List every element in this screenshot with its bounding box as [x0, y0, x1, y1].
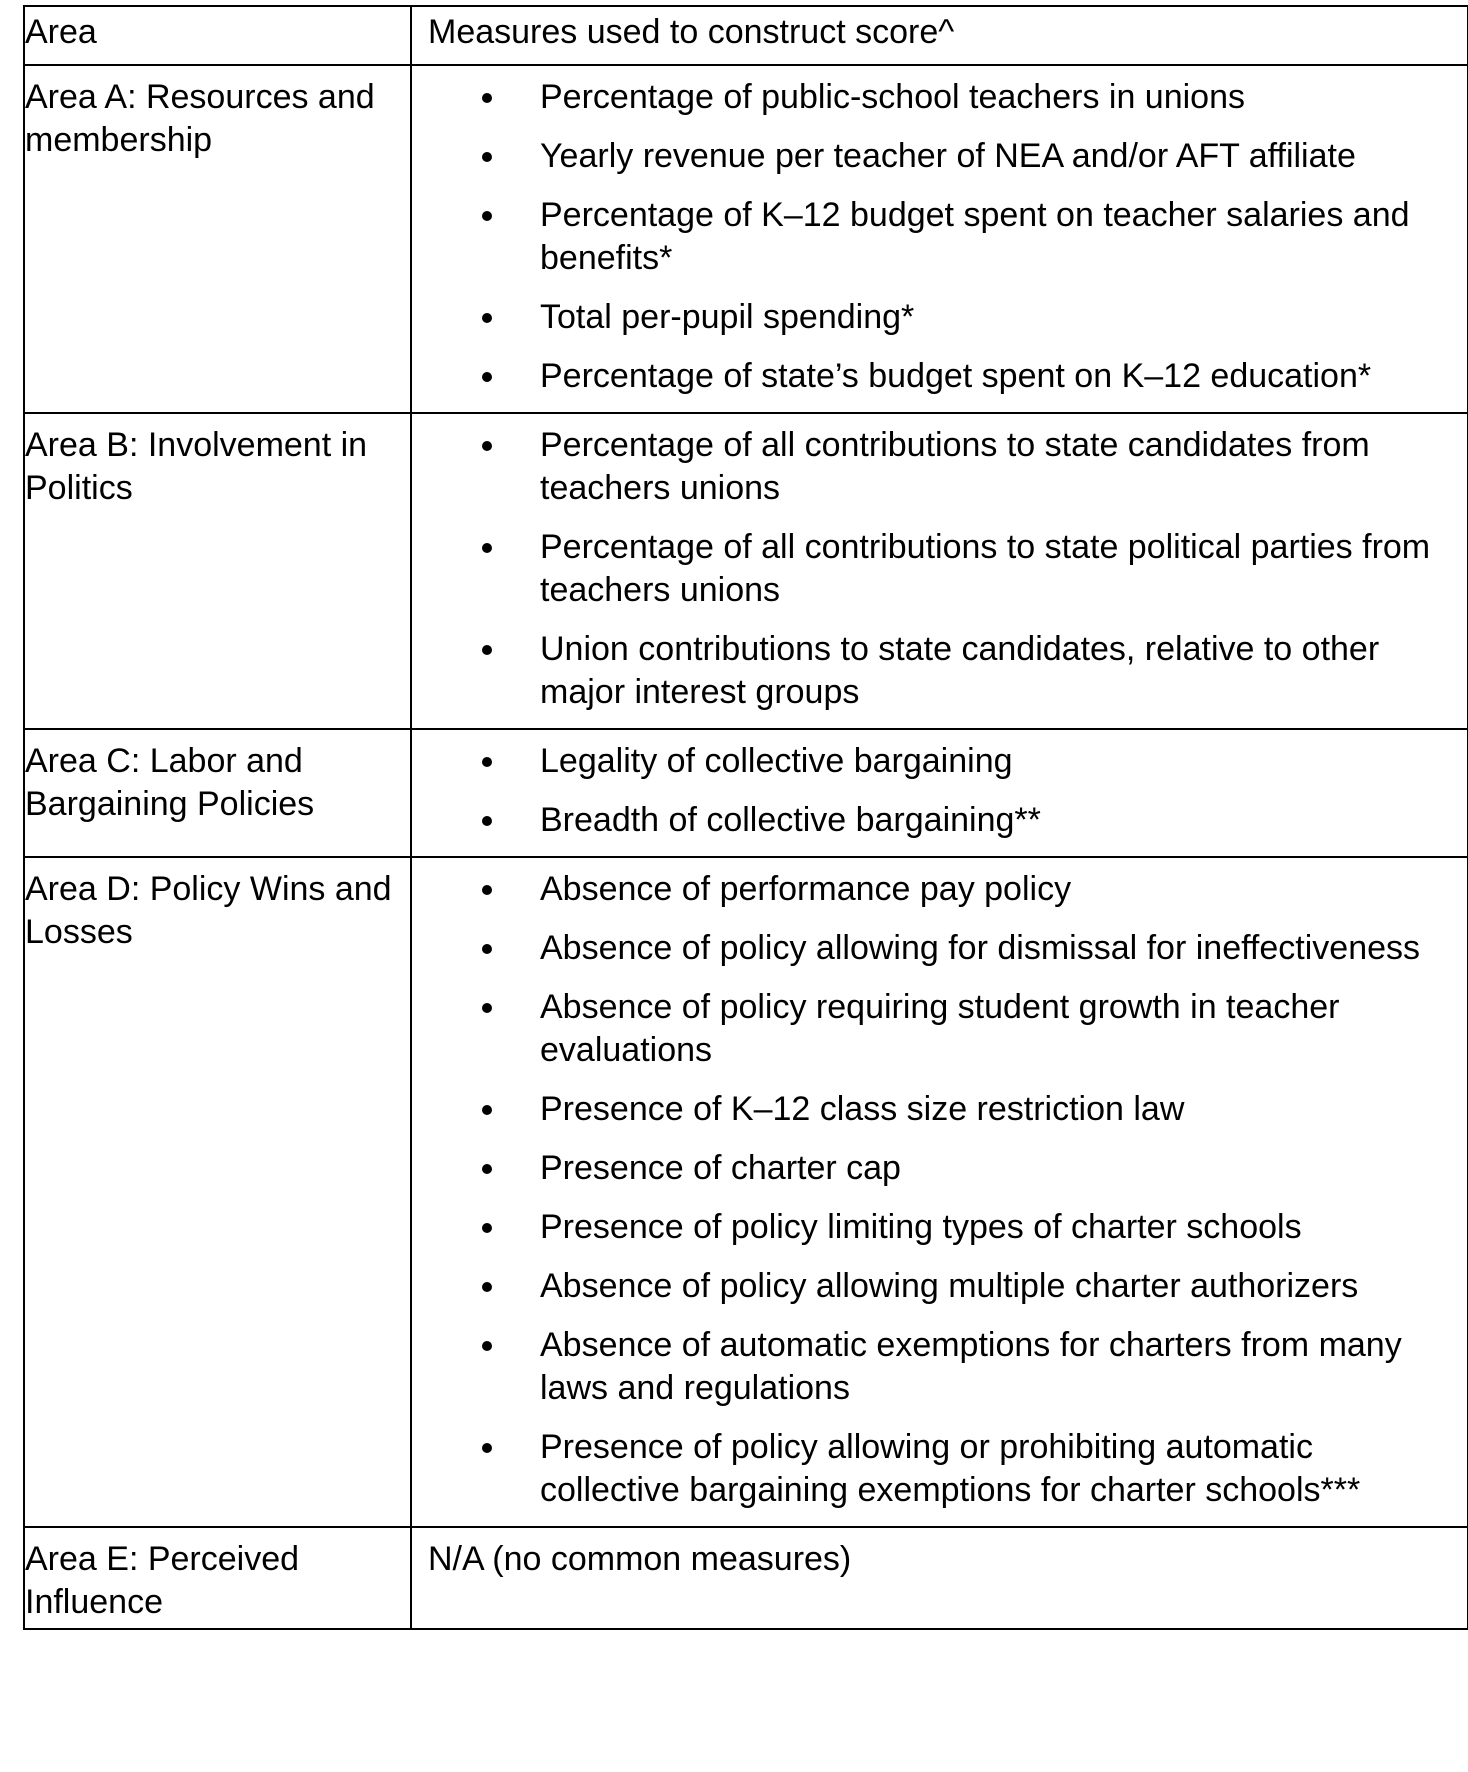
list-item	[412, 1088, 1459, 1131]
measures-cell	[411, 413, 1468, 729]
table-row-area-d	[24, 857, 1468, 1527]
measure-text: Percentage of K–12 budget spent on teacher salaries and benefits*	[540, 196, 1410, 277]
list-item	[412, 927, 1459, 970]
area-cell	[24, 729, 411, 857]
measures-list	[412, 730, 1467, 856]
measures-list	[412, 66, 1467, 412]
list-item	[412, 1426, 1459, 1512]
bullet-icon	[482, 885, 492, 895]
header-measures-label: Measures used to construct score^	[428, 13, 955, 51]
area-label: Area E: Perceived Influence	[25, 1540, 300, 1621]
list-item	[412, 1324, 1459, 1410]
measure-text: Absence of performance pay policy	[540, 870, 1072, 908]
list-item	[412, 135, 1459, 178]
measure-text: Percentage of all contributions to state political parties from teachers unions	[540, 528, 1431, 609]
area-label: Area A: Resources and membership	[25, 78, 375, 159]
measure-text: Absence of policy requiring student growth in teacher evaluations	[540, 988, 1340, 1069]
list-item	[412, 296, 1459, 339]
list-item	[412, 740, 1459, 783]
measure-text: Absence of policy allowing for dismissal for ineffectiveness	[540, 929, 1421, 967]
measure-text: Presence of policy limiting types of charter schools	[540, 1208, 1302, 1246]
list-item	[412, 76, 1459, 119]
measure-text: Percentage of public-school teachers in unions	[540, 78, 1245, 116]
table-row-area-b	[24, 413, 1468, 729]
measure-text: Absence of policy allowing multiple charter authorizers	[540, 1267, 1359, 1305]
bullet-icon	[482, 816, 492, 826]
measure-text: Percentage of state’s budget spent on K–12 education*	[540, 357, 1372, 395]
measure-text: Breadth of collective bargaining**	[540, 801, 1041, 839]
bullet-icon	[482, 543, 492, 553]
measures-list	[412, 858, 1467, 1526]
list-item	[412, 424, 1459, 510]
measure-text: Total per-pupil spending*	[540, 298, 915, 336]
list-item	[412, 799, 1459, 842]
measures-cell	[411, 1527, 1468, 1629]
bullet-icon	[482, 93, 492, 103]
measure-text: Union contributions to state candidates, relative to other major interest groups	[540, 630, 1380, 711]
bullet-icon	[482, 211, 492, 221]
table-header-row	[24, 6, 1468, 65]
bullet-icon	[482, 645, 492, 655]
bullet-icon	[482, 1223, 492, 1233]
measure-text: Presence of charter cap	[540, 1149, 901, 1187]
bullet-icon	[482, 1282, 492, 1292]
area-cell	[24, 413, 411, 729]
area-label: Area D: Policy Wins and Losses	[25, 870, 392, 951]
list-item	[412, 355, 1459, 398]
area-label: Area C: Labor and Bargaining Policies	[25, 742, 315, 823]
bullet-icon	[482, 1003, 492, 1013]
area-cell	[24, 857, 411, 1527]
list-item	[412, 868, 1459, 911]
measure-text: Yearly revenue per teacher of NEA and/or AFT affiliate	[540, 137, 1356, 175]
bullet-icon	[482, 757, 492, 767]
table-row-area-e	[24, 1527, 1468, 1629]
measure-text: Legality of collective bargaining	[540, 742, 1013, 780]
area-label: Area B: Involvement in Politics	[25, 426, 368, 507]
table-row-area-c	[24, 729, 1468, 857]
measures-cell	[411, 729, 1468, 857]
list-item	[412, 986, 1459, 1072]
list-item	[412, 526, 1459, 612]
header-cell-area	[24, 6, 411, 65]
area-cell	[24, 65, 411, 413]
measure-text: Percentage of all contributions to state candidates from teachers unions	[540, 426, 1370, 507]
list-item	[412, 1265, 1459, 1308]
area-cell	[24, 1527, 411, 1629]
measures-cell	[411, 65, 1468, 413]
bullet-icon	[482, 1341, 492, 1351]
bullet-icon	[482, 1164, 492, 1174]
list-item	[412, 1147, 1459, 1190]
table-row-area-a	[24, 65, 1468, 413]
bullet-icon	[482, 372, 492, 382]
list-item	[412, 194, 1459, 280]
list-item	[412, 628, 1459, 714]
bullet-icon	[482, 441, 492, 451]
bullet-icon	[482, 152, 492, 162]
measure-text: Presence of K–12 class size restriction law	[540, 1090, 1185, 1128]
measure-text: Presence of policy allowing or prohibiting automatic collective bargaining exemptions for charter schools***	[540, 1428, 1361, 1509]
bullet-icon	[482, 944, 492, 954]
bullet-icon	[482, 313, 492, 323]
measure-text: Absence of automatic exemptions for charters from many laws and regulations	[540, 1326, 1402, 1407]
measures-table	[23, 5, 1468, 1630]
header-cell-measures	[411, 6, 1468, 65]
measure-text: N/A (no common measures)	[428, 1540, 852, 1578]
measures-list	[412, 414, 1467, 728]
bullet-icon	[482, 1443, 492, 1453]
bullet-icon	[482, 1105, 492, 1115]
header-area-label: Area	[25, 13, 97, 51]
list-item	[412, 1206, 1459, 1249]
measures-cell	[411, 857, 1468, 1527]
